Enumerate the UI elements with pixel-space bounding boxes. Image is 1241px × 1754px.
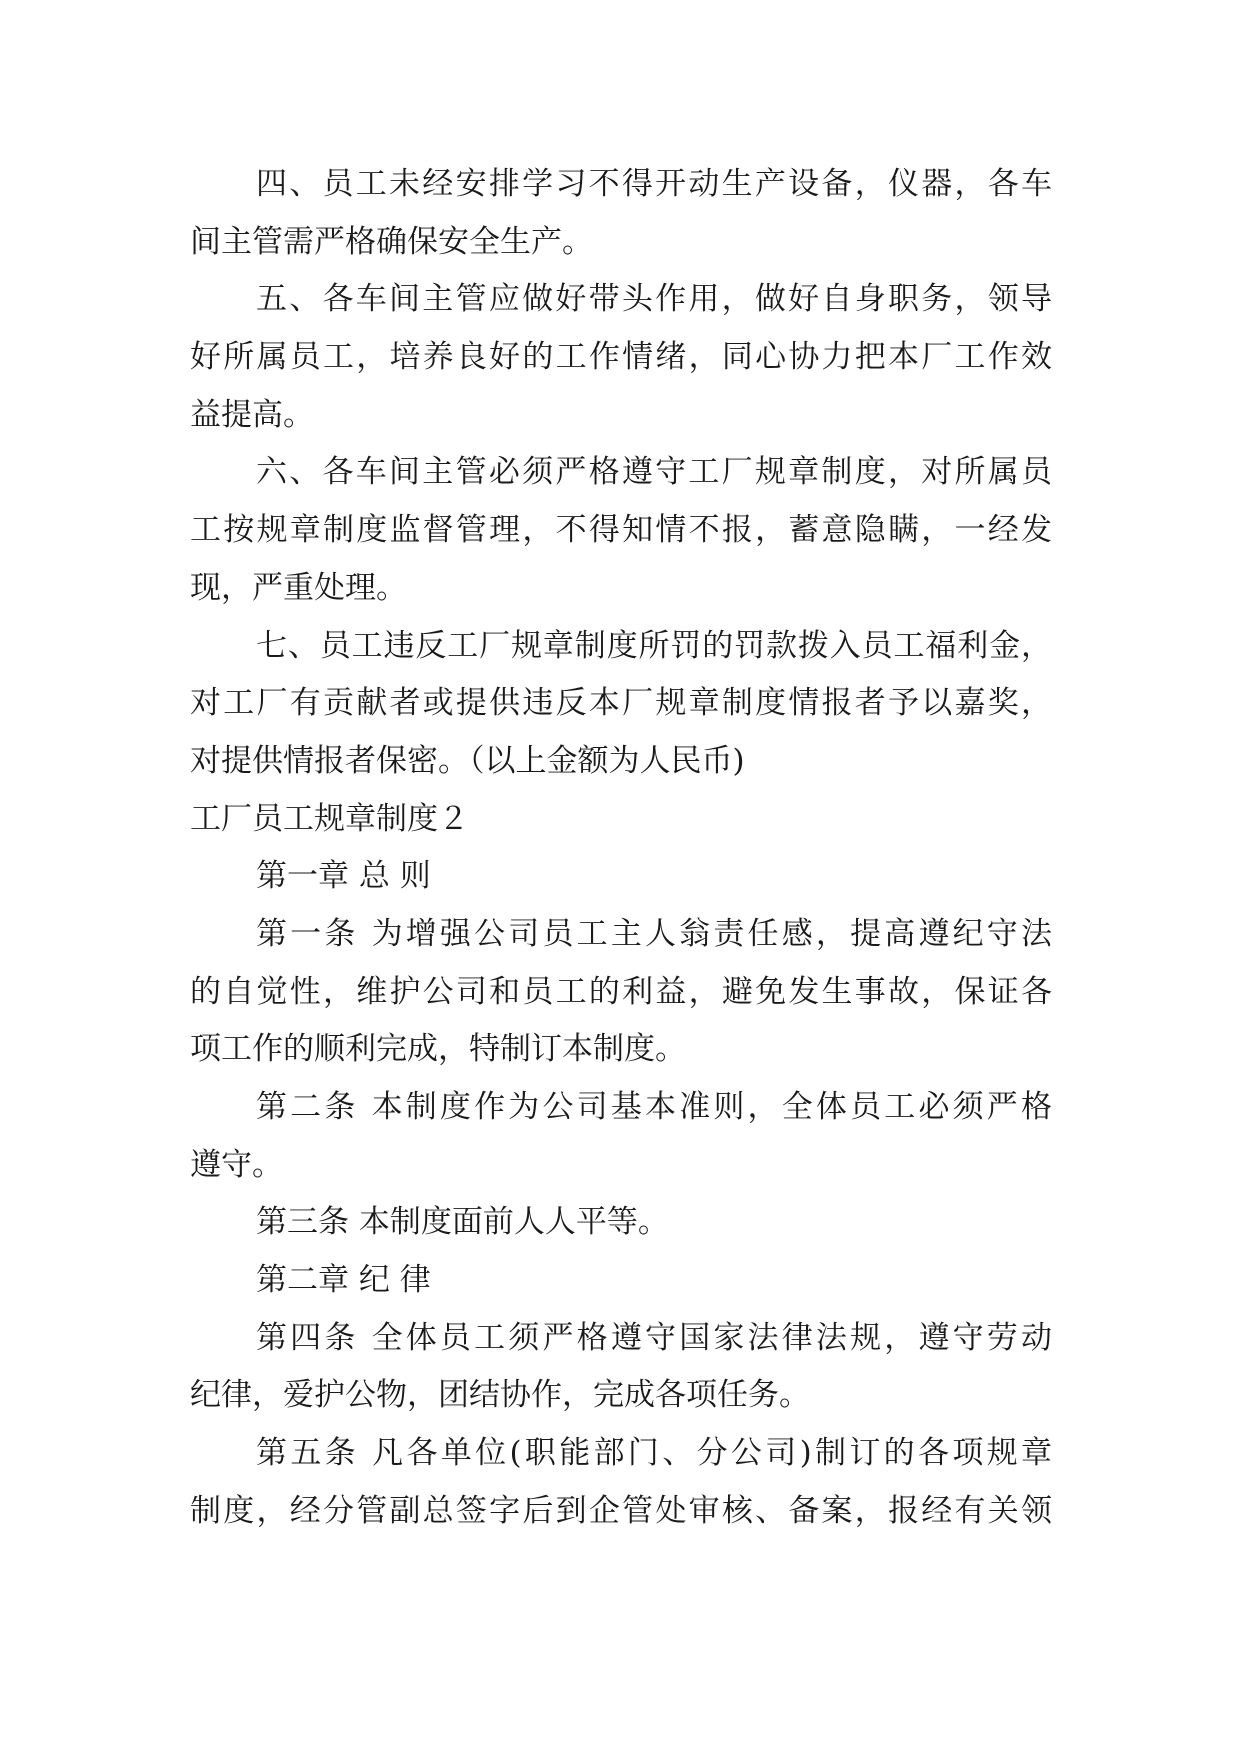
paragraph-line: 遵守。 [190, 1146, 283, 1183]
paragraph-line: 工按规章制度监督管理，不得知情不报，蓄意隐瞒，一经发 [190, 512, 1052, 549]
paragraph-line: 间主管需严格确保安全生产。 [190, 223, 593, 260]
paragraph-line: 第二条 本制度作为公司基本准则，全体员工必须严格 [256, 1089, 1052, 1125]
chapter-heading: 第二章 纪 律 [256, 1262, 431, 1299]
paragraph-line: 制度，经分管副总签字后到企管处审核、备案，报经有关领 [190, 1492, 1052, 1529]
paragraph-line: 现，严重处理。 [190, 569, 407, 606]
paragraph-line: 第三条 本制度面前人人平等。 [256, 1204, 669, 1241]
paragraph-line: 五、各车间主管应做好带头作用，做好自身职务，领导 [256, 281, 1052, 318]
section-title: 工厂员工规章制度２ [190, 800, 469, 837]
chapter-heading: 第一章 总 则 [256, 858, 431, 895]
paragraph-line: 好所属员工，培养良好的工作情绪，同心协力把本厂工作效 [190, 339, 1052, 376]
paragraph-line: 对提供情报者保密。（以上金额为人民币) [190, 742, 745, 779]
paragraph-line: 项工作的顺利完成，特制订本制度。 [190, 1031, 686, 1068]
document-body [190, 156, 1052, 1541]
paragraph-line: 七、员工违反工厂规章制度所罚的罚款拨入员工福利金， [256, 627, 1052, 664]
paragraph-line: 第五条 凡各单位(职能部门、分公司)制订的各项规章 [256, 1435, 1052, 1472]
paragraph-line: 第一条 为增强公司员工主人翁责任感，提高遵纪守法 [256, 915, 1052, 952]
paragraph-line: 益提高。 [190, 396, 314, 433]
paragraph-line: 四、员工未经安排学习不得开动生产设备，仪器，各车 [256, 166, 1052, 202]
paragraph-line: 六、各车间主管必须严格遵守工厂规章制度，对所属员 [256, 454, 1052, 491]
paragraph-line: 第四条 全体员工须严格遵守国家法律法规，遵守劳动 [256, 1319, 1052, 1356]
paragraph-line: 纪律，爱护公物，团结协作，完成各项任务。 [190, 1377, 810, 1414]
paragraph-line: 的自觉性，维护公司和员工的利益，避免发生事故，保证各 [190, 973, 1052, 1010]
paragraph-line: 对工厂有贡献者或提供违反本厂规章制度情报者予以嘉奖， [190, 685, 1052, 722]
